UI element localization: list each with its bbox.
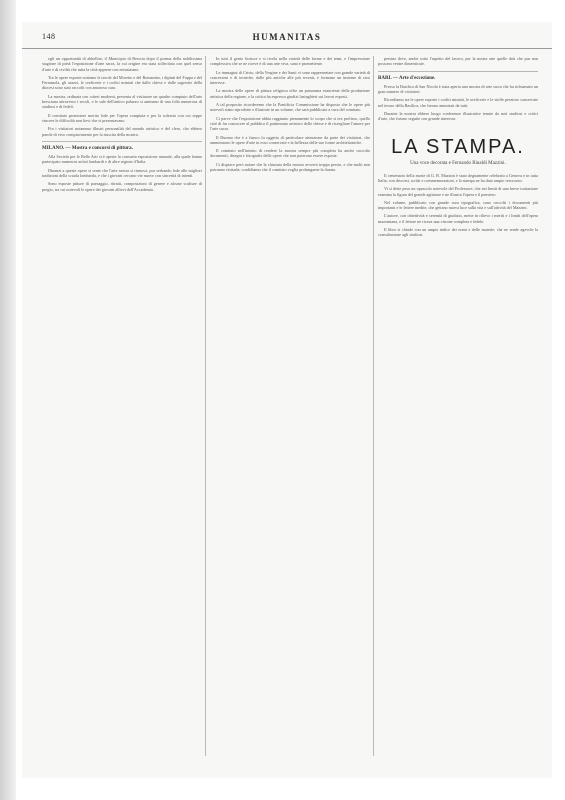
text-column-3 xyxy=(378,56,538,756)
paragraph: Alla Società per le Belle Arti si è aperta la consueta esposizione annuale, alla quale hanno partecipato numerosi artisti lombardi e di altre regioni d'Italia. xyxy=(42,154,202,165)
paragraph: Il comitato nell'intento di rendere la mostra sempre più completa ha anche raccolto documenti, disegni e fotografie delle opere che non poterono essere esposte. xyxy=(210,148,370,159)
scan-border xyxy=(0,0,16,800)
paragraph: In tutti il genio fiorisce e si rivela nella varietà delle forme e dei temi, e l'impressione complessiva che se ne riceve è di una arte viva, sana e promettente. xyxy=(210,56,370,67)
paragraph: Vi si dette peso un opuscolo notevole del Professore, che nei limiti di una breve trattazione esamina la figura del grande agitatore e ne illustra l'opera e il pensiero. xyxy=(378,186,538,197)
paragraph: egli un opportunità di abbellire, il Municipio di Brescia dopo il poema della nobilissima stagione di pietà l'esposizione d'arte sacra, la cui origine era stata sollecitata con quel senso d'arte e di civiltà che tutta la città apprese con entusiasmo. xyxy=(42,56,202,72)
paragraph: Fra i visitatori notammo illustri personalità del mondo artistico e del clero, che ebbero parole di vivo compiacimento per la riuscita della mostra. xyxy=(42,126,202,137)
paragraph: A tal proposito ricorderemo che la Pontificia Commissione ha disposto che le opere più notevoli siano riprodotte e illustrate in un volume, che sarà pubblicato a cura del comitato. xyxy=(210,102,370,113)
paragraph: Il Duomo che è a fianco fu oggetto di particolare attenzione da parte dei visitatori, che ammirarono le opere d'arte in esso conservate e la bellezza delle sue forme architettoniche. xyxy=(210,134,370,145)
paragraph: Nel volume, pubblicato con grande cura tipografica, sono raccolti i documenti più importanti e le lettere inedite, che gettano nuova luce sulla vita e sull'attività del Mazzini. xyxy=(378,199,538,211)
paragraph: persino deve, anche sotto l'aspetto del lavoro, per la nostra arte quelle doti che pur non possono venire dimenticate. xyxy=(378,56,538,67)
page-header xyxy=(22,32,552,49)
paragraph: Ci parve che l'esposizione abbia raggiunto pienamente lo scopo che si era prefisso, quello cioè di far conoscere al pubblico il patrimonio artistico delle chiese e di risvegliare l'amore per l'arte sacra. xyxy=(210,115,370,132)
paragraph: Sono esposte pitture di paesaggio, ritratti, composizioni di genere e alcune sculture di pregio, tra cui notevoli le opere dei giovani allievi dell'Accademia. xyxy=(42,181,202,192)
paragraph: La mostra delle opere di pittura religiosa offre un panorama esauriente della produzione artistica della regione, e la critica ha espresso giudizi lusinghieri sui lavori esposti. xyxy=(210,88,370,99)
section-heading-bari: BARI. — Arte d'eccezione. xyxy=(378,75,436,81)
section-heading-milano: MILANO. — Mostra e concorsi di pittura. xyxy=(42,145,133,151)
paragraph: Dinanzi a queste opere si sente che l'arte nostra si rinnova, pur serbando fede alle migliori tradizioni della scuola lombarda, e che i giovani cercano vie nuove con sincerità di intenti. xyxy=(42,167,202,179)
column-divider xyxy=(373,56,374,756)
document-page xyxy=(22,22,552,778)
paragraph: Durante la mostra ebbero luogo conferenze illustrative tenute da noti studiosi e critici d'arte, che furono seguite con grande interesse. xyxy=(378,111,538,122)
paragraph: Il comitato promotore merita lode per l'opera compiuta e per la solerzia con cui seppe vincere le difficoltà non lievi che si presentavano. xyxy=(42,112,202,123)
paragraph: Le immagini di Cristo, della Vergine e dei Santi vi sono rappresentate con grande varietà di concezioni e di tecniche, dalle più antiche alle più recenti, e formano un insieme di raro interesse. xyxy=(210,69,370,86)
article-title: LA STAMPA. xyxy=(391,135,525,158)
paragraph: Il centenario della morte di G. B. Mazzini è stato degnamente celebrato a Genova e in tutta Italia, con discorsi, scritti e commemorazioni, e la stampa ne ha dato ampio resoconto. xyxy=(378,172,538,183)
section-separator xyxy=(42,141,202,142)
running-title: HUMANITAS xyxy=(252,32,322,42)
paragraph: Ci dispiace però notare che la chiusura della mostra avverrà troppo presto, e che molti non potranno visitarla; confidiamo che il comitato voglia prolungarne la durata. xyxy=(210,161,370,173)
paragraph: L'autore, con obiettività e serenità di giudizio, mette in rilievo i meriti e i limiti dell'opera mazziniana, e il lettore ne ricava una visione completa e fedele. xyxy=(378,213,538,224)
section-separator xyxy=(378,71,538,72)
paragraph: La mostra, ordinata con criteri moderni, presenta al visitatore un quadro compiuto dell'arte bresciana attraverso i secoli, e le sale dell'antico palazzo si animano di una folla numerosa di studiosi e di fedeli. xyxy=(42,93,202,110)
paragraph: Presso la Basilica di San Nicola è stata aperta una mostra di arte sacra che ha richiamato un gran numero di visitatori. xyxy=(378,83,538,95)
text-column-1 xyxy=(42,56,202,756)
text-column-2 xyxy=(210,56,370,756)
paragraph: Tra le opere esposte notiamo le tavole del Moretto e del Romanino, i dipinti del Foppa e del Ferramola, gli arazzi, le oreficerie e i codici miniati che dalle chiese e dalle sagrestie della diocesi sono stati raccolti con amorosa cura. xyxy=(42,74,202,91)
article-subtitle: Una voce decorata e Fernando Rinaldi Mazzini. xyxy=(410,160,506,166)
column-divider xyxy=(205,56,206,756)
page-number: 148 xyxy=(42,32,56,41)
paragraph: Il libro si chiude con un ampio indice dei nomi e delle materie, che ne rende agevole la consultazione agli studiosi. xyxy=(378,227,538,238)
paragraph: Ricordiamo tra le opere esposte i codici miniati, le oreficerie e le stoffe preziose conservate nel tesoro della Basilica, che furono ammirati da tutti. xyxy=(378,97,538,108)
